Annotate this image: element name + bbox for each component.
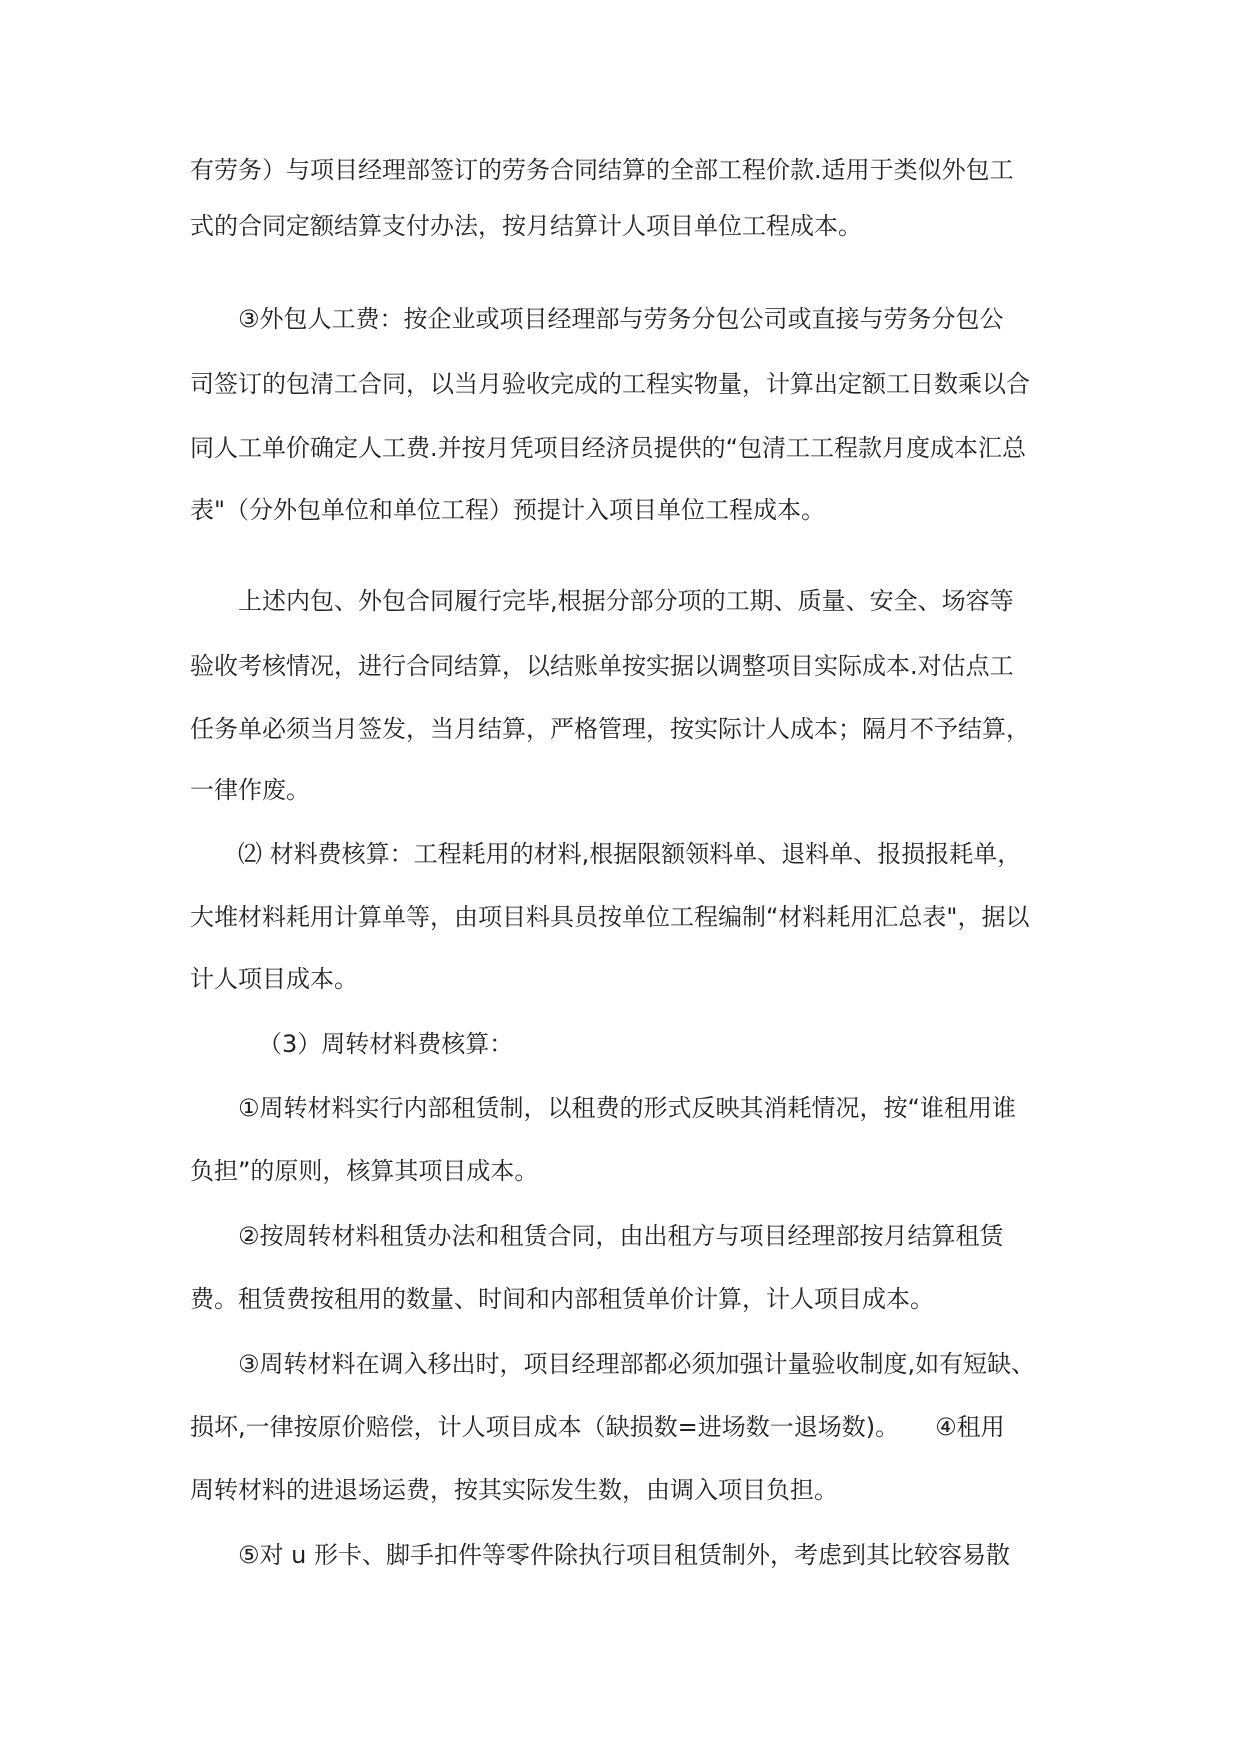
text-line: 损坏,一律按原价赔偿，计人项目成本（缺损数=进场数一退场数)。 ④租用 (190, 1413, 1005, 1441)
text-line: 验收考核情况，进行合同结算，以结账单按实据以调整项目实际成本.对估点工 (190, 652, 1014, 680)
text-line: ⑤对 u 形卡、脚手扣件等零件除执行项目租赁制外，考虑到其比较容易散 (238, 1541, 1010, 1569)
text-line: 上述内包、外包合同履行完毕,根据分部分项的工期、质量、安全、场容等 (238, 587, 1014, 615)
text-line: ③周转材料在调入移出时，项目经理部都必须加强计量验收制度,如有短缺、 (238, 1350, 1036, 1378)
text-line: ②按周转材料租赁办法和租赁合同，由出租方与项目经理部按月结算租赁 (238, 1222, 1004, 1250)
text-line: 表"（分外包单位和单位工程）预提计入项目单位工程成本。 (190, 496, 826, 524)
text-line: 计人项目成本。 (190, 965, 358, 993)
text-line: ③外包人工费：按企业或项目经理部与劳务分包公司或直接与劳务分包公 (238, 305, 1004, 333)
text-line: 负担”的原则，核算其项目成本。 (190, 1157, 539, 1185)
text-line: 大堆材料耗用计算单等，由项目料具员按单位工程编制“材料耗用汇总表"，据以 (190, 903, 1030, 931)
text-line: ⑵ 材料费核算：工程耗用的材料,根据限额领料单、退料单、报损报耗单， (238, 840, 1022, 868)
text-line: 任务单必须当月签发，当月结算，严格管理，按实际计人成本；隔月不予结算， (190, 715, 1030, 743)
text-line: 有劳务）与项目经理部签订的劳务合同结算的全部工程价款.适用于类似外包工 (190, 156, 1014, 184)
text-line: 式的合同定额结算支付办法，按月结算计人项目单位工程成本。 (190, 212, 862, 240)
text-line: 同人工单价确定人工费.并按月凭项目经济员提供的“包清工工程款月度成本汇总 (190, 434, 1027, 462)
text-line: 司签订的包清工合同，以当月验收完成的工程实物量，计算出定额工日数乘以合 (190, 370, 1030, 398)
text-line: ①周转材料实行内部租赁制，以租费的形式反映其消耗情况，按“谁租用谁 (238, 1094, 1016, 1122)
text-line: 一律作废。 (190, 776, 310, 804)
text-line: 费。租赁费按租用的数量、时间和内部租赁单价计算，计人项目成本。 (190, 1285, 934, 1313)
text-line: （3）周转材料费核算： (258, 1030, 514, 1058)
text-line: 周转材料的进退场运费，按其实际发生数，由调入项目负担。 (190, 1476, 838, 1504)
